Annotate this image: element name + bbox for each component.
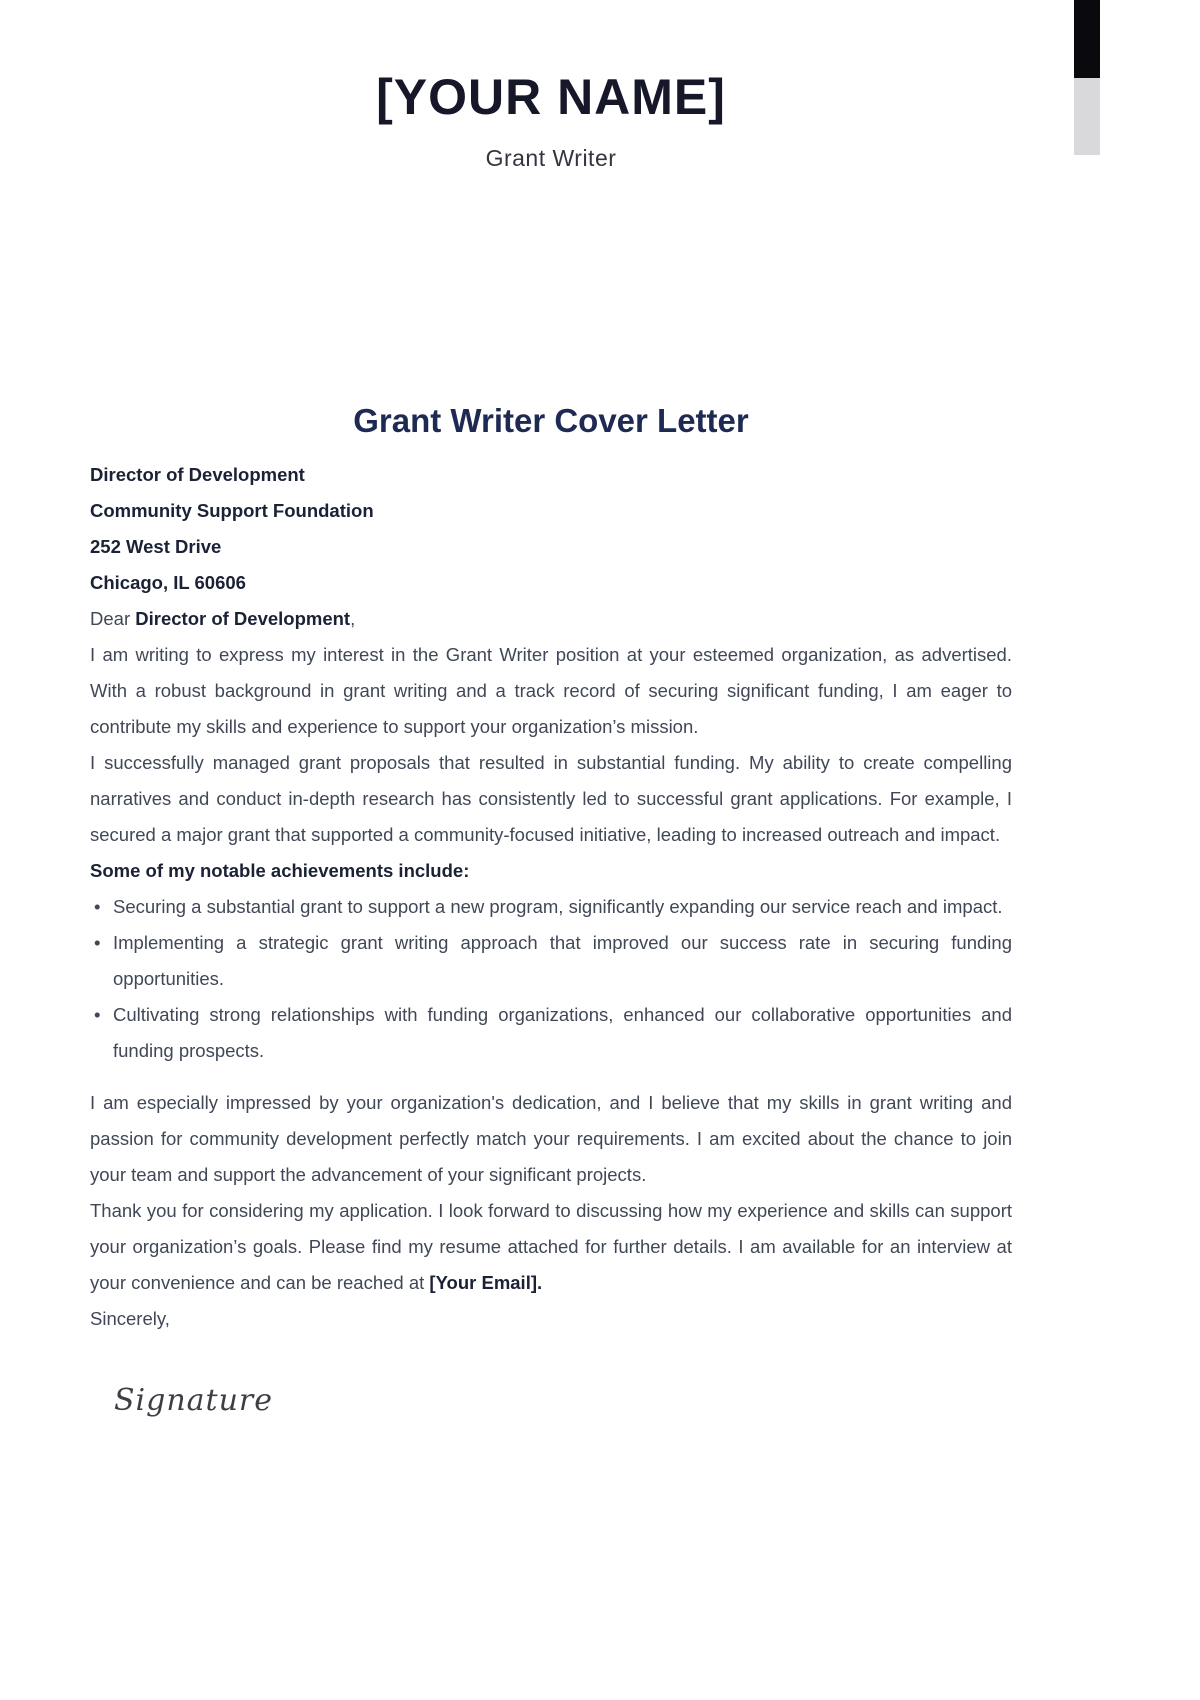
experience-paragraph: I successfully managed grant proposals that resulted in substantial funding. My ability to create compelling narratives and conduct in-depth research has consistently led to successful grant applications. For example, I secured a major grant that supported a community-focused initiative, leading to increased outreach and impact. xyxy=(90,752,1012,846)
letter-body xyxy=(90,400,1012,1419)
closing-paragraph: I am especially impressed by your organization's dedication, and I believe that my skills in grant writing and passion for community development perfectly match your requirements. I am excited about the chance to join your team and support the advancement of your significant projects. xyxy=(90,1092,1012,1186)
candidate-role: Grant Writer xyxy=(485,145,617,171)
achievement-item: • Securing a substantial grant to support a new program, significantly expanding our service reach and impact. xyxy=(90,889,1012,925)
document-header xyxy=(90,0,1012,172)
letter-title: Grant Writer Cover Letter xyxy=(353,402,749,439)
salutation-recipient: Director of Development xyxy=(135,608,351,630)
recipient-block xyxy=(90,457,1012,601)
achievements-heading: Some of my notable achievements include: xyxy=(90,860,470,882)
achievement-item: • Implementing a strategic grant writing approach that improved our success rate in securing funding opportunities. xyxy=(90,925,1012,997)
recipient-title: Director of Development xyxy=(90,464,305,486)
recipient-street: 252 West Drive xyxy=(90,536,222,558)
achievement-item: • Cultivating strong relationships with funding organizations, enhanced our collaborative opportunities and funding prospects. xyxy=(90,997,1012,1069)
salutation-line xyxy=(90,601,1012,637)
recipient-city: Chicago, IL 60606 xyxy=(90,572,246,594)
candidate-name: [YOUR NAME] xyxy=(376,69,726,125)
thanks-text: Thank you for considering my application. I look forward to discussing how my experience and skills can support your organization’s goals. Please find my resume attached for further details. I am available for an interview at your convenience and can be reached at xyxy=(90,1200,1012,1294)
thanks-paragraph xyxy=(90,1193,1012,1301)
recipient-organization: Community Support Foundation xyxy=(90,500,374,522)
corner-accent-gray-bar xyxy=(1074,78,1100,155)
signoff-line: Sincerely, xyxy=(90,1308,170,1330)
intro-paragraph: I am writing to express my interest in the Grant Writer position at your esteemed organization, as advertised. With a robust background in grant writing and a track record of securing significant funding, I am eager to contribute my skills and experience to support your organization’s mission. xyxy=(90,644,1012,738)
signature-script: Signature xyxy=(114,1383,274,1419)
corner-accent-black-bar xyxy=(1074,0,1100,78)
salutation-suffix: , xyxy=(350,608,356,630)
salutation-prefix: Dear xyxy=(90,608,136,630)
email-placeholder: [Your Email]. xyxy=(429,1272,543,1294)
achievements-list xyxy=(90,889,1012,1069)
